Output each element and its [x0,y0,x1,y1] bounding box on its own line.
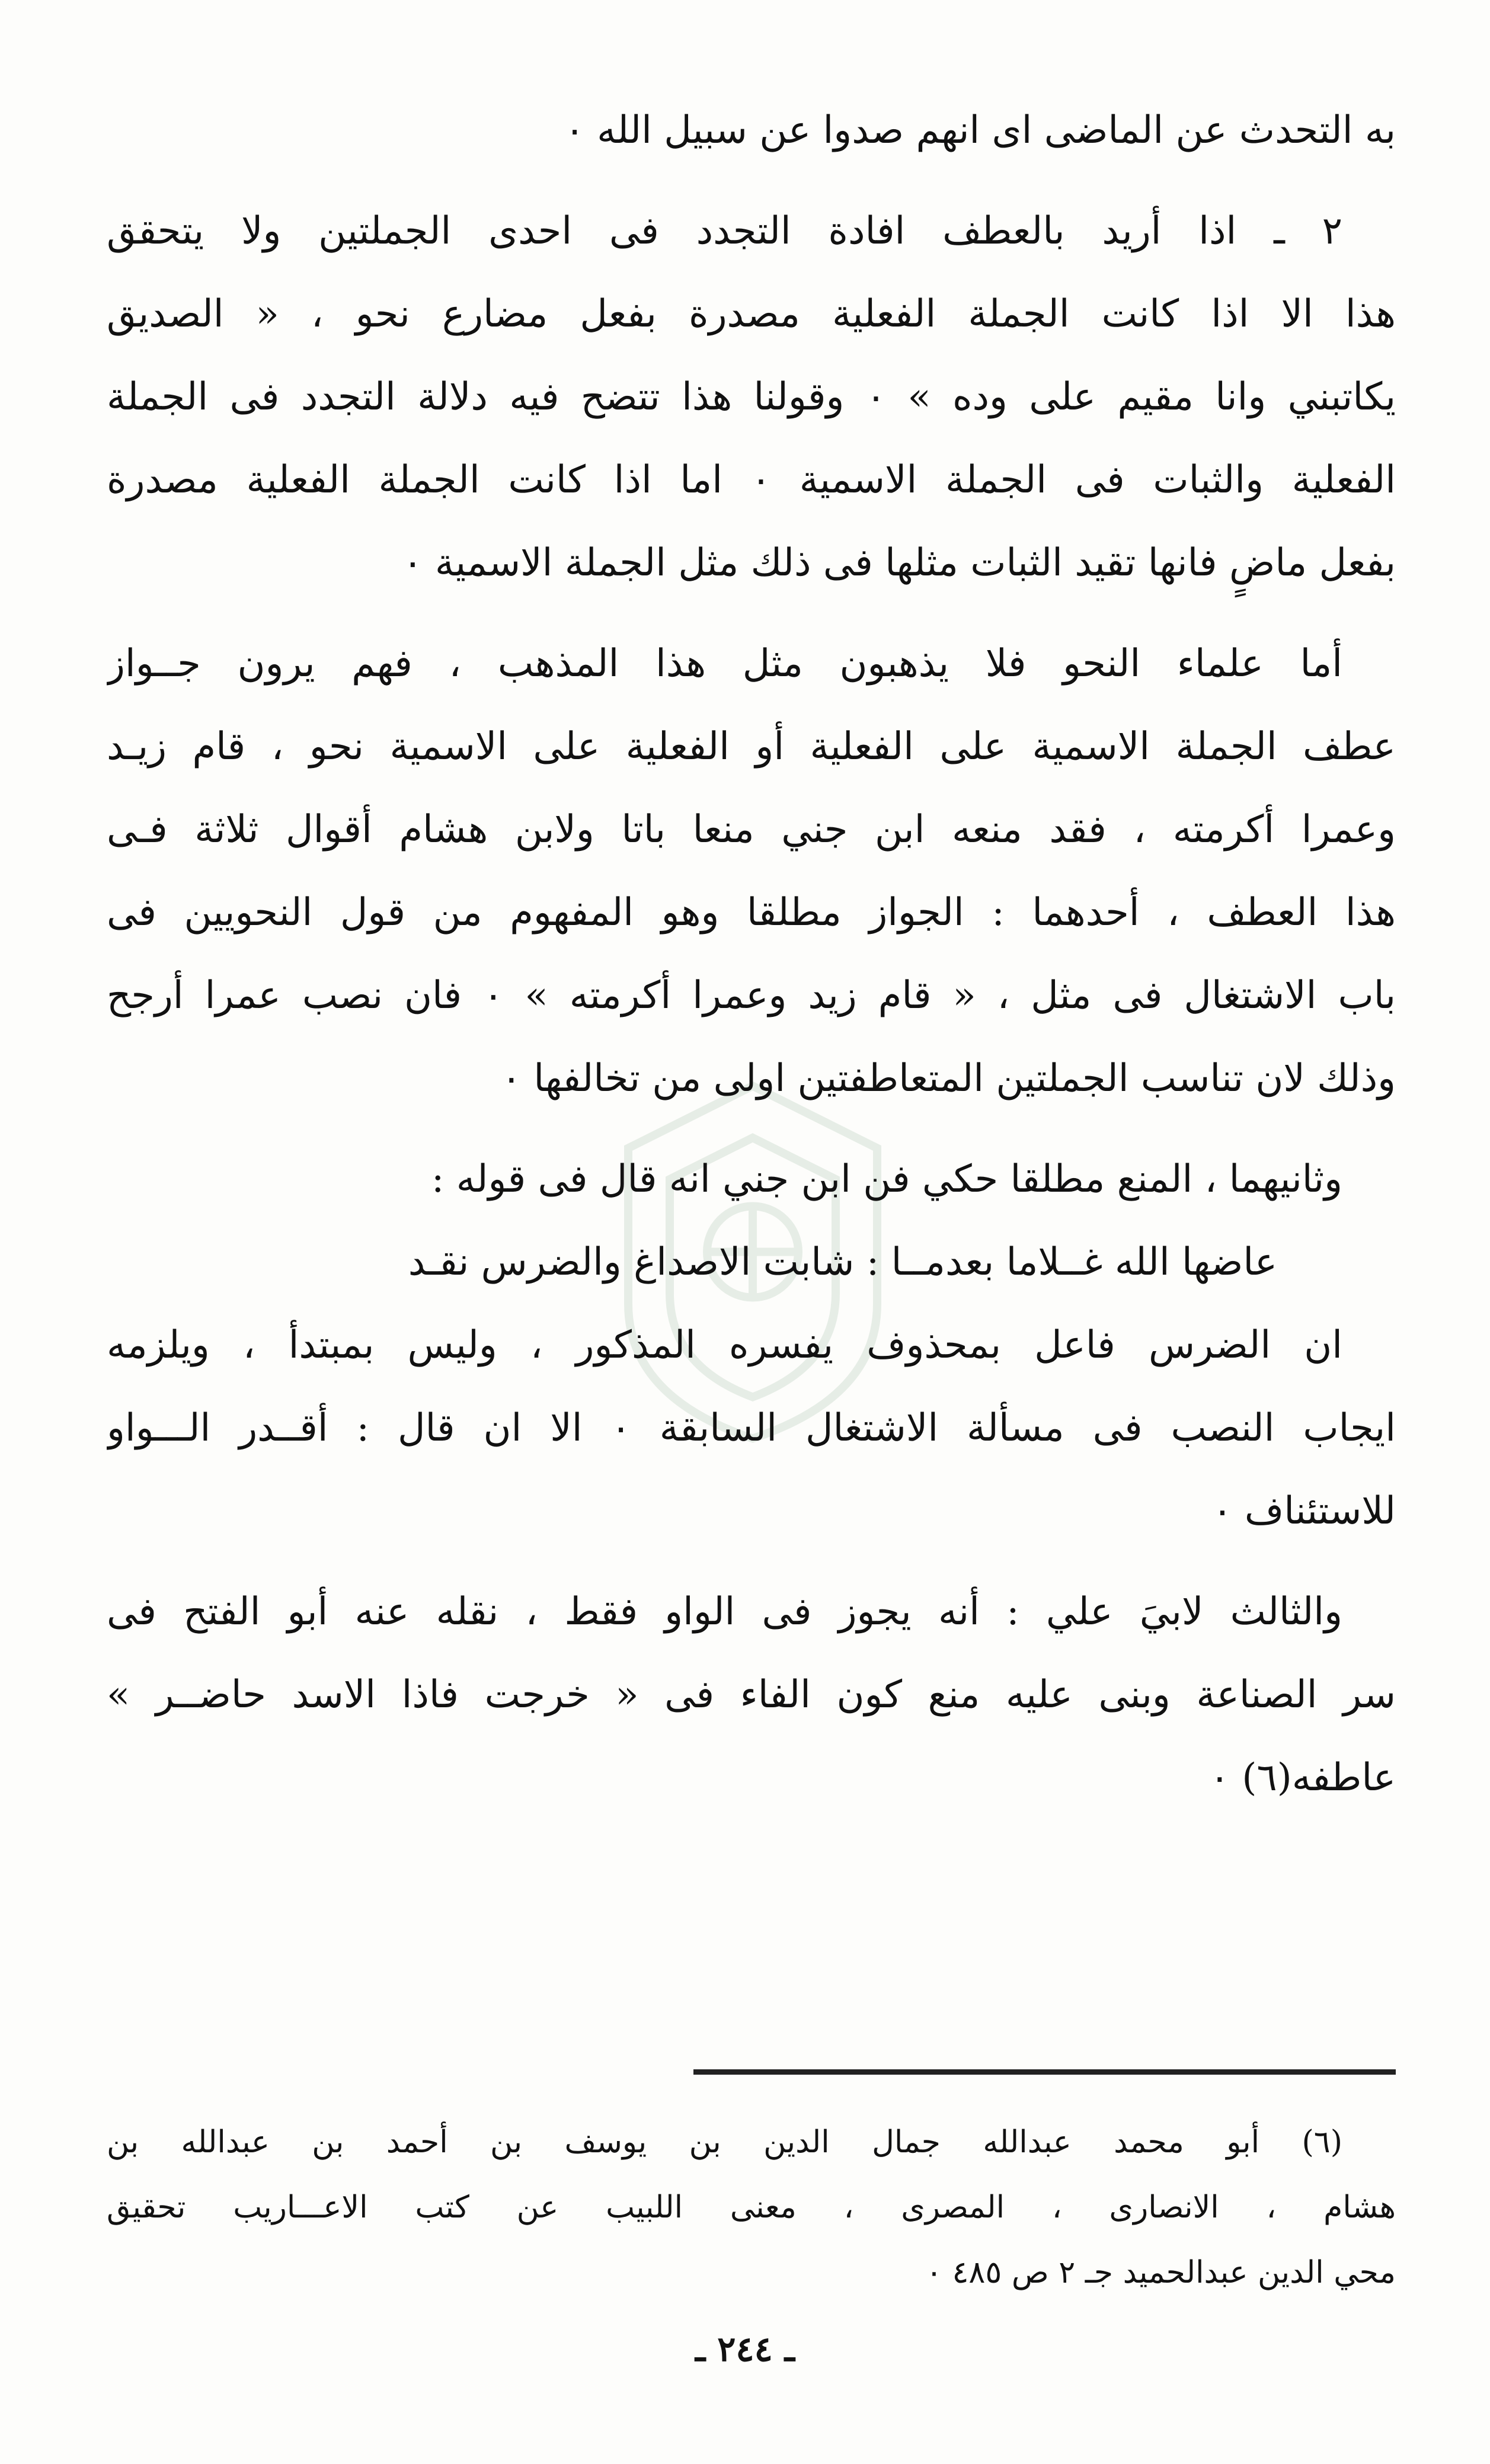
text-line: يكاتبني وانا مقيم على وده » ٠ وقولنا هذا تتضح فيه دلالة التجدد فى الجملة [107,375,1396,419]
text-line: أما علماء النحو فلا يذهبون مثل هذا المذهب ، فهم يرون جــواز [107,642,1342,686]
verse-line: عاضها الله غــلاما بعدمــا : شابت الاصداغ والضرس نقـد [408,1240,1277,1284]
text-line: عاطفه(٦) ٠ [1209,1756,1396,1800]
footnote [107,2110,1396,2305]
text-line: وذلك لان تناسب الجملتين المتعاطفتين اولى من تخالفها ٠ [501,1057,1396,1100]
poem-verse [107,1221,1396,1304]
footnote-line: هشام ، الانصارى ، المصرى ، معنى اللبيب عن كتب الاعـــاريب تحقيق [107,2190,1396,2225]
text-line: وثانيهما ، المنع مطلقا حكي فن ابن جني انه قال فى قوله : [431,1157,1342,1201]
text-line: عطف الجملة الاسمية على الفعلية أو الفعلية على الاسمية نحو ، قام زيـد [107,725,1396,769]
footnote-line: (٦) أبو محمد عبدالله جمال الدين بن يوسف بن أحمد بن عبدالله بن [107,2124,1342,2160]
text-line: الفعلية والثبات فى الجملة الاسمية ٠ اما اذا كانت الجملة الفعلية مصدرة [107,458,1396,502]
text-line: والثالث لابيَ علي : أنه يجوز فى الواو فقط ، نقله عنه أبو الفتح فى [107,1590,1342,1634]
text-line: به التحدث عن الماضى اى انهم صدوا عن سبيل الله ٠ [564,108,1396,152]
paragraph-1 [107,89,1396,172]
text-line: ايجاب النصب فى مسألة الاشتغال السابقة ٠ الا ان قال : أقــدر الـــواو [107,1406,1396,1450]
text-line: باب الاشتغال فى مثل ، « قام زيد وعمرا أكرمته » ٠ فان نصب عمرا أرجح [107,974,1396,1017]
page-number: ـ ٢٤٤ ـ [695,2329,795,2369]
text-line: للاستئناف ٠ [1212,1489,1396,1533]
text-line: بفعل ماضٍ فانها تقيد الثبات مثلها فى ذلك مثل الجملة الاسمية ٠ [402,541,1396,585]
text-line: سر الصناعة وبنى عليه منع كون الفاء فى « خرجت فاذا الاسد حاضــر » [107,1673,1396,1717]
paragraph-4 [107,1138,1396,1221]
paragraph-3 [107,622,1396,1120]
text-line: هذا الا اذا كانت الجملة الفعلية مصدرة بفعل مضارع نحو ، « الصديق [107,292,1396,336]
text-line: ٢ ـ اذا أريد بالعطف افادة التجدد فى احدى الجملتين ولا يتحقق [107,209,1343,253]
main-text [107,89,1396,1819]
paragraph-5 [107,1304,1396,1553]
paragraph-6 [107,1570,1396,1819]
text-line: وعمرا أكرمته ، فقد منعه ابن جني منعا باتا ولابن هشام أقوال ثلاثة فـى [107,808,1396,852]
paragraph-2 [107,190,1396,604]
text-line: ان الضرس فاعل بمحذوف يفسره المذكور ، وليس بمبتدأ ، ويلزمه [107,1323,1342,1367]
footnote-line: محي الدين عبدالحميد جـ ٢ ص ٤٨٥ ٠ [926,2255,1396,2290]
footnote-divider [693,2069,1396,2075]
text-line: هذا العطف ، أحدهما : الجواز مطلقا وهو المفهوم من قول النحويين فى [107,891,1396,935]
